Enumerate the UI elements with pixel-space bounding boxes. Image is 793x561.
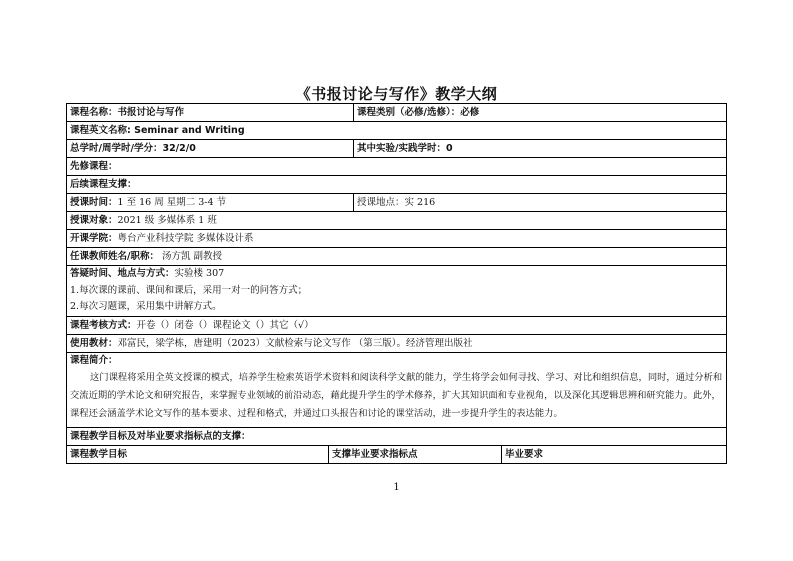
qa-line: 2.每次习题课，采用集中讲解方式。 — [70, 301, 222, 312]
label: 使用教材： — [70, 337, 118, 349]
value: 书报讨论与写作 — [117, 107, 185, 118]
place: 授课地点：实 216 — [357, 197, 436, 208]
course-category-cell — [353, 104, 726, 121]
label: 后续课程支撑： — [70, 179, 137, 190]
label: 总学时/周学时/学分： — [70, 143, 163, 154]
value: 0 — [445, 143, 453, 154]
row-teacher — [67, 247, 726, 265]
value: 粤台产业科技学院 多媒体设计系 — [117, 233, 254, 244]
label: 先修课程： — [70, 161, 118, 172]
qa-line: 1.每次课的课前、课间和课后，采用一对一的问答方式； — [70, 284, 308, 296]
value: 32/2/0 — [162, 143, 196, 154]
label: 课程考核方式： — [70, 319, 137, 331]
row-goals — [67, 427, 726, 445]
label: 课程类别（必修/选修）： — [357, 107, 461, 118]
value: 2021 级 多媒体系 1 班 — [117, 215, 217, 226]
row-exam — [67, 316, 726, 334]
column-header: 支撑毕业要求指标点 — [328, 446, 501, 463]
intro-text: 这门课程将采用全英文授课的模式，培养学生检索英语学术资料和阅读科学文献的能力，学生将学会如何寻找、学习、对比和组织信息，同时，通过分析和交流近期的学术论文和研究报告，来掌握专业领域的前沿动态，藉此提升学生的学术修养，扩大其知识面和专业视角，以及深化其逻辑思辨和研究能力。此外，课程还会涵盖学术论文写作的基本要求、过程和格式，并通过口头报告和讨论的课堂活动，进一步提升学生的表达能力。 — [70, 372, 723, 419]
label: 课程教学目标及对毕业要求指标点的支撑： — [70, 431, 251, 442]
value: 实验楼 307 — [174, 268, 225, 279]
value: 开卷（）闭卷（）课程论文（）其它（√） — [136, 319, 314, 331]
label: 开课学院： — [70, 233, 118, 244]
value: 1 至 16 周 星期二 3-4 节 — [117, 197, 227, 208]
row-intro — [67, 352, 726, 428]
syllabus-table — [66, 103, 727, 464]
label: 任课教师姓名/职称： — [70, 251, 159, 262]
row-english-name — [67, 121, 726, 139]
label: 课程简介： — [70, 354, 118, 366]
row-college — [67, 229, 726, 247]
document-title: 《书报讨论与写作》教学大纲 — [295, 85, 498, 103]
label: 授课时间： — [70, 197, 118, 208]
row-qa — [67, 265, 726, 316]
row-hours — [67, 139, 726, 157]
value: 汤方凯 副教授 — [158, 251, 223, 262]
label: 课程英文名称: — [70, 125, 131, 136]
row-goals-header — [67, 445, 726, 463]
column-header: 毕业要求 — [501, 446, 726, 463]
row-textbook — [67, 334, 726, 352]
value: 必修 — [460, 107, 480, 118]
row-time — [67, 193, 726, 211]
row-target — [67, 211, 726, 229]
value: 邓富民，梁学栋，唐建明（2023）文献检索与论文写作 （第三版）。经济管理出版社 — [117, 337, 473, 349]
row-follow-up — [67, 175, 726, 193]
row-prerequisites — [67, 157, 726, 175]
label: 答疑时间、地点与方式： — [70, 268, 175, 279]
label: 课程名称： — [70, 107, 118, 118]
value: Seminar and Writing — [130, 125, 245, 136]
label: 授课对象： — [70, 215, 118, 226]
course-name-cell — [67, 104, 353, 121]
row-course-name — [67, 104, 726, 121]
label: 其中实验/实践学时： — [357, 143, 446, 154]
page-number: 1 — [393, 482, 400, 493]
column-header: 课程教学目标 — [70, 449, 128, 460]
